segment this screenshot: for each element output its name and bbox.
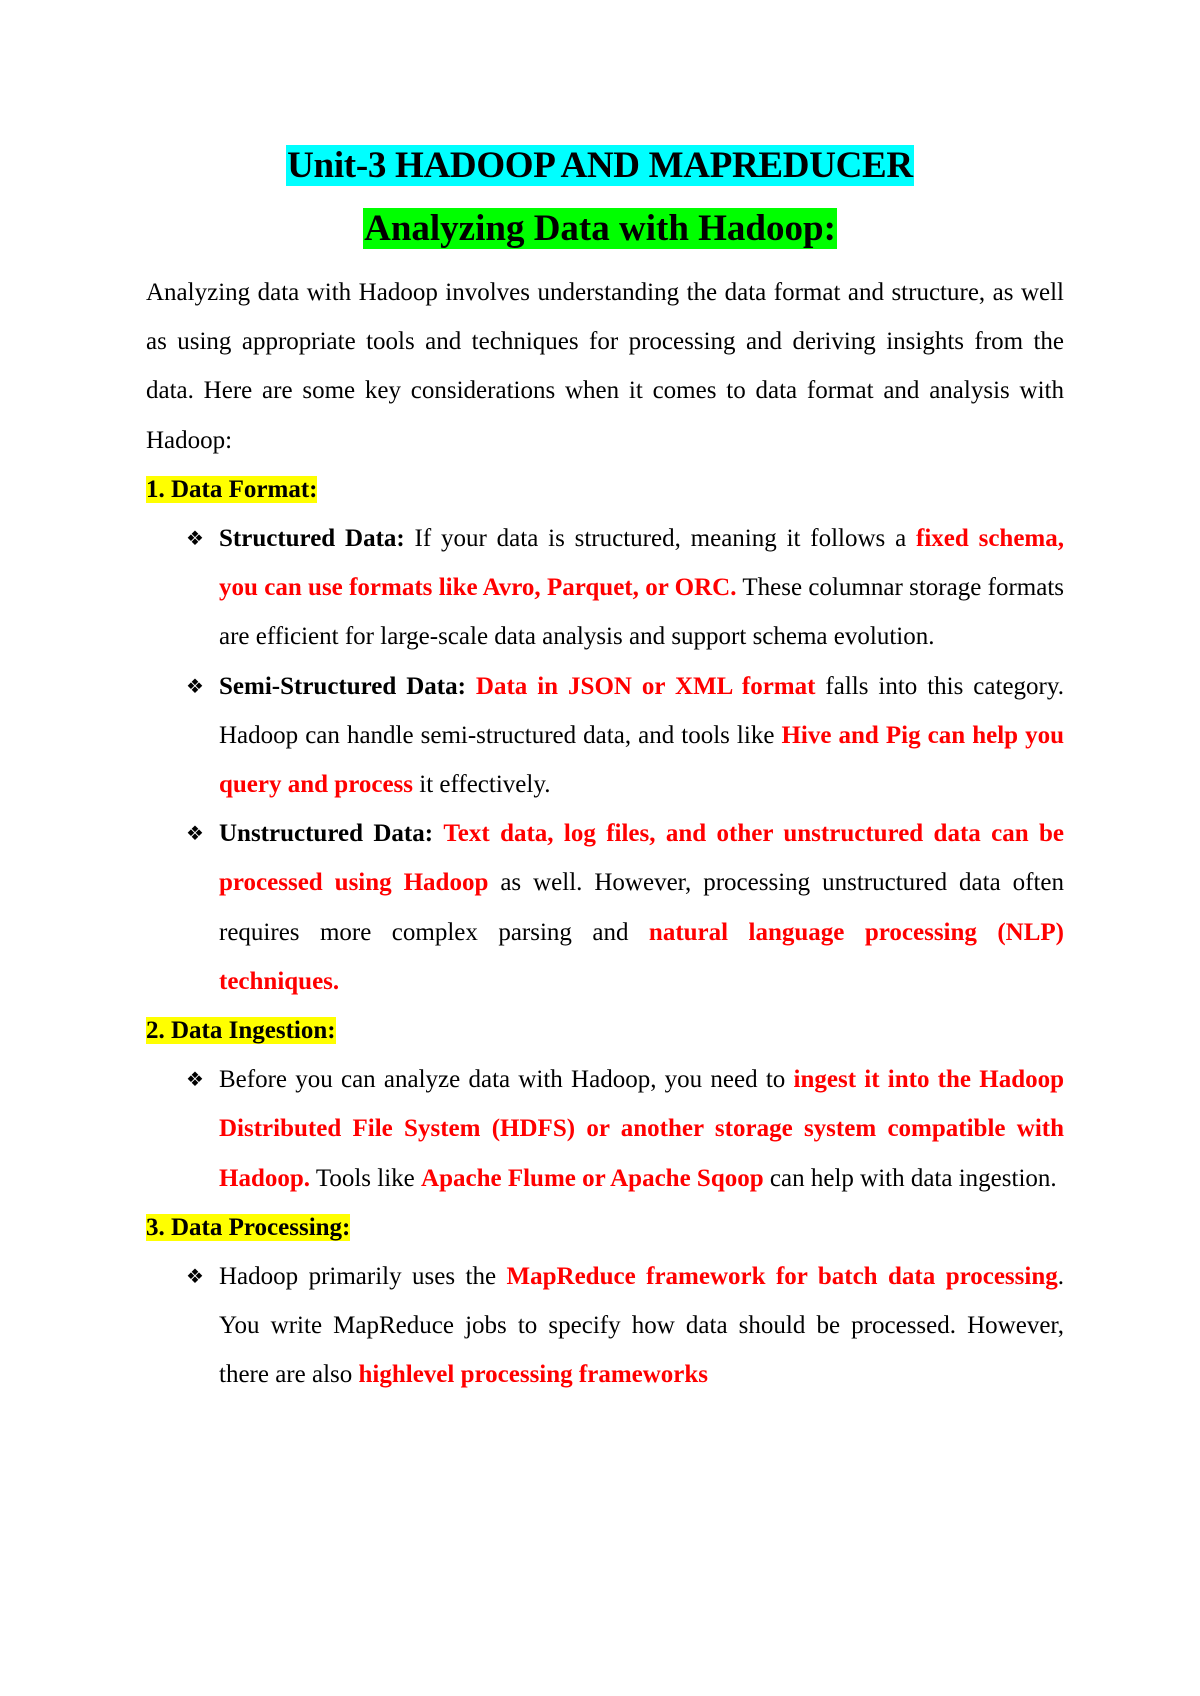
bullet-structured-data: ❖ Structured Data: If your data is structured, meaning it follows a fixed schema, you can use formats like Avro, Parquet, or ORC. These columnar storage formats are efficient for large-scale data analysis and support schema evolution. <box>146 514 1064 662</box>
section-heading-data-ingestion: 2. Data Ingestion: <box>146 1017 336 1045</box>
four-diamond-star-icon: ❖ <box>186 526 204 551</box>
section-heading-data-format: 1. Data Format: <box>146 475 318 503</box>
four-diamond-star-icon: ❖ <box>186 821 204 846</box>
document-body <box>146 268 1064 1400</box>
section-heading-data-processing: 3. Data Processing: <box>146 1213 351 1241</box>
subtitle-block <box>0 205 1200 253</box>
four-diamond-star-icon: ❖ <box>186 1067 204 1092</box>
bullet-data-ingestion: ❖ Before you can analyze data with Hadoop, you need to ingest it into the Hadoop Distributed File System (HDFS) or another storage system compatible with Hadoop. Tools like Apache Flume or Apache Sqoop can help with data ingestion. <box>146 1055 1064 1203</box>
bullet-unstructured-data: ❖ Unstructured Data: Text data, log files, and other unstructured data can be processed using Hadoop as well. However, processing unstructured data often requires more complex parsing and natural language processing (NLP) techniques. <box>146 809 1064 1006</box>
bullet-data-processing: ❖ Hadoop primarily uses the MapReduce framework for batch data processing. You write MapReduce jobs to specify how data should be processed. However, there are also highlevel processing frameworks <box>146 1252 1064 1400</box>
section-title: Analyzing Data with Hadoop: <box>364 208 836 249</box>
intro-paragraph: Analyzing data with Hadoop involves understanding the data format and structure, as well as using appropriate tools and techniques for processing and deriving insights from the data. Here are some key considerations when it comes to data format and analysis with Hadoop: <box>146 279 1064 454</box>
four-diamond-star-icon: ❖ <box>186 673 204 698</box>
bullet-semi-structured-data: ❖ Semi-Structured Data: Data in JSON or XML format falls into this category. Hadoop can handle semi-structured data, and tools like Hive and Pig can help you query and process it effectively. <box>146 662 1064 810</box>
unit-title: Unit-3 HADOOP AND MAPREDUCER <box>287 145 913 186</box>
four-diamond-star-icon: ❖ <box>186 1264 204 1289</box>
title-block <box>0 142 1200 190</box>
